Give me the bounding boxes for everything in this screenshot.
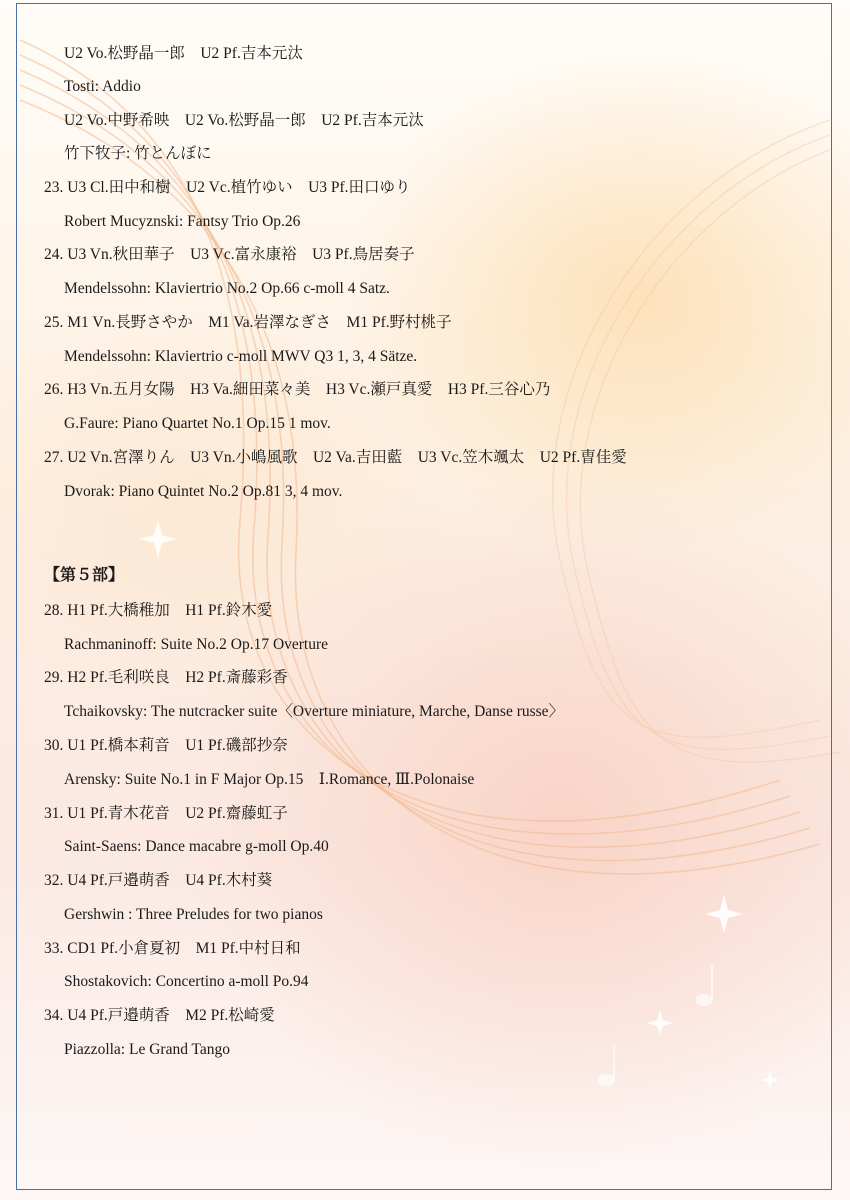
program-line: 28. H1 Pf.大橋稚加 H1 Pf.鈴木愛 <box>44 602 273 619</box>
program-line: 33. CD1 Pf.小倉夏初 M1 Pf.中村日和 <box>44 940 301 957</box>
program-line: Tosti: Addio <box>64 78 141 95</box>
program-line: Rachmaninoff: Suite No.2 Op.17 Overture <box>64 636 329 653</box>
program-line: U2 Vo.中野希映 U2 Vo.松野晶一郎 U2 Pf.吉本元汰 <box>64 112 424 129</box>
program-line: 23. U3 Cl.田中和樹 U2 Vc.植竹ゆい U3 Pf.田口ゆり <box>44 179 411 196</box>
program-line: 29. H2 Pf.毛利咲良 H2 Pf.斎藤彩香 <box>44 669 288 686</box>
program-line: Tchaikovsky: The nutcracker suite〈Overture miniature, Marche, Danse russe〉 <box>64 703 565 720</box>
program-line: 竹下牧子: 竹とんぼに <box>64 145 212 162</box>
program-line: 30. U1 Pf.橋本莉音 U1 Pf.磯部抄奈 <box>44 737 288 754</box>
program-line: 26. H3 Vn.五月女陽 H3 Va.細田菜々美 H3 Vc.瀬戸真愛 H3 Pf.三谷心乃 <box>44 381 551 398</box>
section-title: 【第５部】 <box>44 567 125 584</box>
program-line: 24. U3 Vn.秋田華子 U3 Vc.富永康裕 U3 Pf.鳥居奏子 <box>44 246 415 263</box>
program-line: 34. U4 Pf.戸邉萌香 M2 Pf.松崎愛 <box>44 1007 275 1024</box>
program-line: Saint-Saens: Dance macabre g-moll Op.40 <box>64 838 329 855</box>
program-line: Arensky: Suite No.1 in F Major Op.15 Ⅰ.Romance, Ⅲ.Polonaise <box>64 771 475 788</box>
program-line: Dvorak: Piano Quintet No.2 Op.81 3, 4 mov. <box>64 483 343 500</box>
program-line: Mendelssohn: Klaviertrio c-moll MWV Q3 1, 3, 4 Sätze. <box>64 348 418 365</box>
program-line: Gershwin : Three Preludes for two pianos <box>64 906 323 923</box>
program-line: U2 Vo.松野晶一郎 U2 Pf.吉本元汰 <box>64 45 303 62</box>
program-line: 32. U4 Pf.戸邉萌香 U4 Pf.木村葵 <box>44 872 273 889</box>
program-line: 27. U2 Vn.宮澤りん U3 Vn.小嶋風歌 U2 Va.吉田藍 U3 Vc.笠木颯太 U2 Pf.曺佳愛 <box>44 449 627 466</box>
program-line: Shostakovich: Concertino a-moll Po.94 <box>64 973 309 990</box>
program-line: Robert Mucyznski: Fantsy Trio Op.26 <box>64 213 301 230</box>
program-line: 31. U1 Pf.青木花音 U2 Pf.齋藤虹子 <box>44 805 288 822</box>
program-line: Mendelssohn: Klaviertrio No.2 Op.66 c-moll 4 Satz. <box>64 280 390 297</box>
program-line: G.Faure: Piano Quartet No.1 Op.15 1 mov. <box>64 415 331 432</box>
program-line: Piazzolla: Le Grand Tango <box>64 1041 231 1058</box>
program-line: 25. M1 Vn.長野さやか M1 Va.岩澤なぎさ M1 Pf.野村桃子 <box>44 314 452 331</box>
